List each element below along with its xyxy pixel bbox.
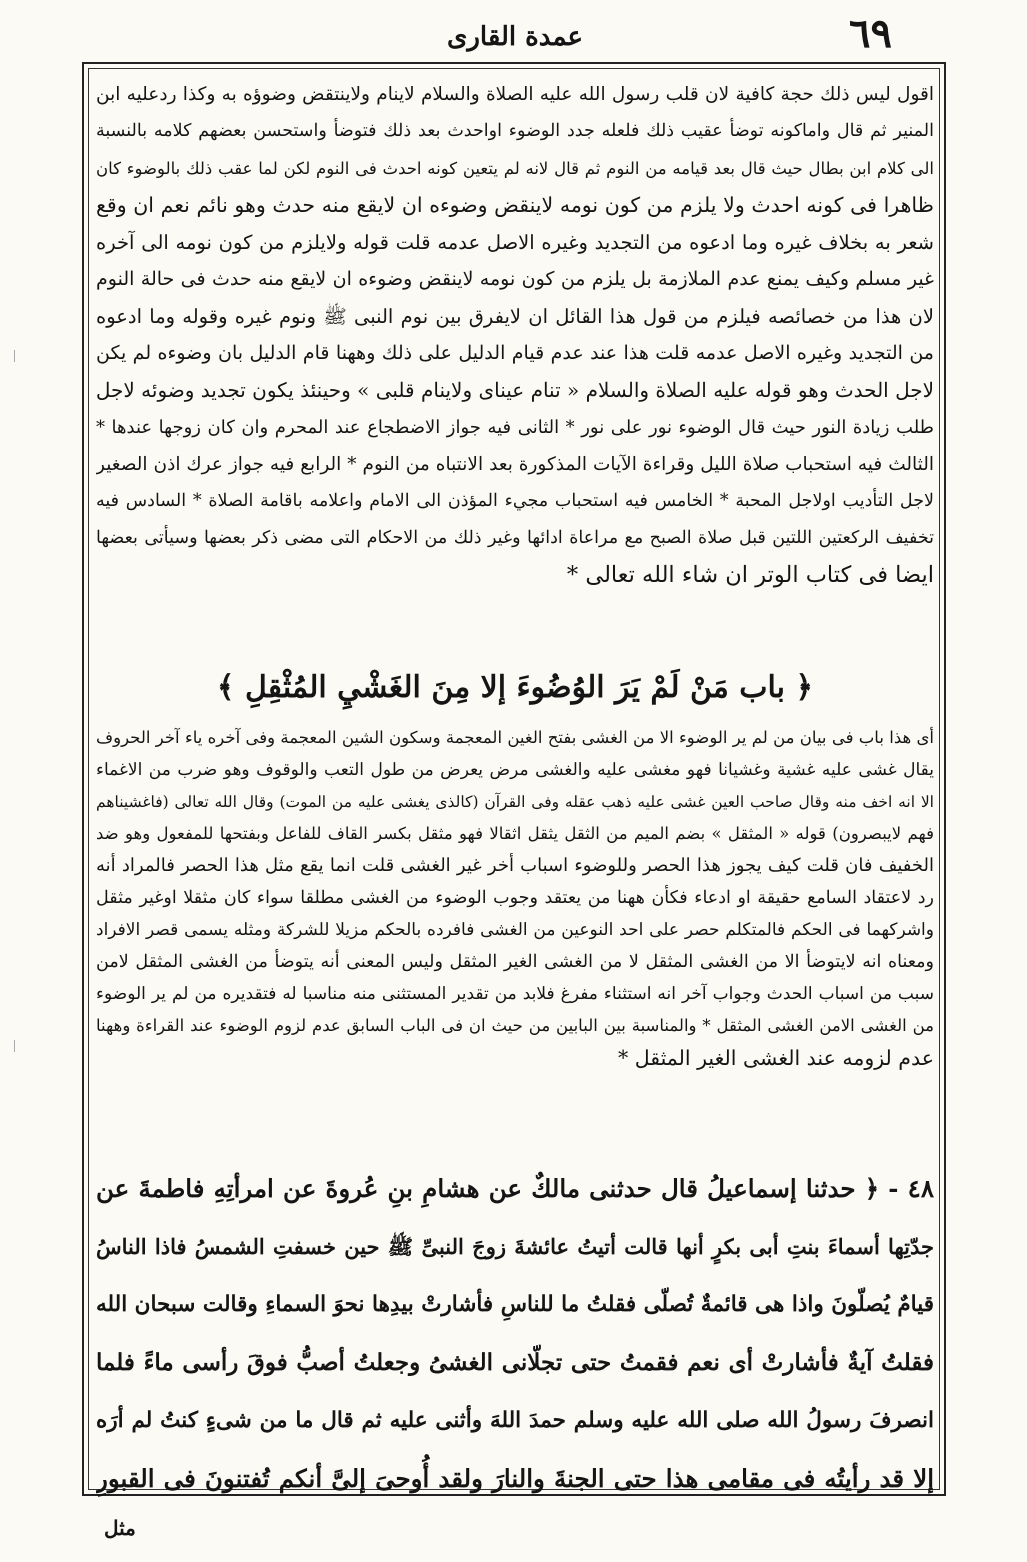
hadith-line: إلا قد رأيتُه فى مقامى هذا حتى الجنةَ والنارَ ولقد أُوحىَ إلىَّ أنكم تُفتنونَ فى القبورِ (96, 1464, 934, 1493)
chapter-heading: ﴿ باب مَنْ لَمْ يَرَ الوُضُوءَ إلا مِنَ الغَشْيِ المُثْقِلِ ﴾ (216, 670, 814, 705)
page-header (90, 8, 940, 62)
text-line: الا انه اخف منه وقال صاحب العين غشى عليه ذهب عقله وفى القرآن (كالذى يغشى عليه من الموت) وقال الله تعالى (فاغشيناهم (96, 793, 934, 811)
text-line: الى كلام ابن بطال حيث قال بعد قيامه من النوم ثم قال لانه لم يتعين كونه احدث فى النوم لكن لما عقب ذلك بالوضوء كان (96, 159, 934, 178)
commentary-paragraph-2 (96, 722, 934, 1074)
text-line: لاجل التأديب اولاجل المحبة * الخامس فيه استحباب مجيء المؤذن الى الامام واعلامه باقامة الصلاة * السادس فيه (96, 491, 934, 511)
text-line: فهم لايبصرون) قوله « المثقل » بضم الميم من الثقل يثقل اثقالا فهو مثقل بكسر القاف للفاعل وبفتحها للمفعول وهو ضد (96, 824, 934, 843)
text-line: الثالث فيه استحباب صلاة الليل وقراءة الآيات المذكورة بعد الانتباه من النوم * الرابع فيه جواز عرك اذن الصغير (96, 454, 934, 475)
text-line: المنير ثم قال واماكونه توضأ عقيب ذلك فلعله جدد الوضوء اواحدث بعد ذلك فتوضأ واستحسن بعضهم كلامه بالنسبة (96, 121, 934, 141)
text-line: غير مسلم وكيف يمنع عدم الملازمة بل يلزم من كون نومه لاينقض وضوءه ان لايقع منه حدث فى حالة النوم (96, 268, 934, 290)
text-line: الخفيف فان قلت كيف يجوز هذا الحصر وللوضوء اسباب أخر غير الغشى قلت انما يقع مثل هذا الحصر فالمراد أنه (96, 855, 934, 876)
scan-mark (14, 1040, 15, 1052)
text-line: اقول ليس ذلك حجة كافية لان قلب رسول الله عليه الصلاة والسلام لاينام ولاينتقض وضوؤه به وكذا ردعليه ابن (96, 84, 934, 105)
catchword: مثل (104, 1516, 136, 1540)
text-line: رد لاعتقاد السامع حقيقة او ادعاء فكأن ههنا من يعتقد وجوب الوضوء من الغشى مطلقا سواء كان مثقلا اوغير مثقل (96, 888, 934, 908)
hadith-line: ٤٨ - ﴿ حدثنا إسماعيلُ قال حدثنى مالكٌ عن هشامِ بنِ عُروةَ عن امرأتِهِ فاطمةَ عن (96, 1174, 934, 1203)
text-line: شعر به بخلاف غيره وما ادعوه من التجديد وغيره الاصل عدمه قلت قوله ولايلزم من كون نومه الى آخره (96, 231, 934, 254)
text-line: من الغشى الامن الغشى المثقل * والمناسبة بين البابين من حيث ان فى الباب السابق عدم لزوم الوضوء عند القراءة وههنا (96, 1016, 934, 1035)
text-line: لاجل الحدث وهو قوله عليه الصلاة والسلام « تنام عيناى ولاينام قلبى » وحينئذ يكون تجديد وضوئه لاجل (96, 378, 934, 402)
hadith-line: انصرفَ رسولُ الله صلى الله عليه وسلم حمدَ اللهَ وأثنى عليه ثم قال ما من شىءٍ كنتُ لم أرَه (96, 1408, 934, 1433)
text-line: واشركهما فى الحكم فالمتكلم حصر على احد النوعين من الغشى فافرده بالحكم مزيلا للشركة ومثله يسمى قصر الافراد (96, 920, 934, 940)
page-number: ٦٩ (849, 10, 892, 57)
text-line-last: ايضا فى كتاب الوتر ان شاء الله تعالى * (566, 562, 934, 588)
text-line: ومعناه انه لايتوضأ الا من الغشى المثقل لا من الغشى الغير المثقل وليس المعنى أنه يتوضأ من الغشى المثقل لامن (96, 952, 934, 972)
scan-mark (14, 350, 15, 362)
hadith-line: جدّتِها أسماءَ بنتِ أبى بكرٍ أنها قالت أتيتُ عائشةَ زوجَ النبىِّ ﷺ حين خسفتِ الشمسُ فاذا الناسُ (96, 1234, 934, 1259)
text-line: من التجديد وغيره الاصل عدمه قلت هذا عند عدم قيام الدليل على ذلك وههنا قام الدليل بان وضوءه لم يكن (96, 342, 934, 364)
text-line: سبب من اسباب الحدث وجواب آخر انه استثناء مفرغ فلابد من تقدير المستثنى منه مناسبا له فتقديره من لم ير الوضوء (96, 984, 934, 1004)
text-line: أى هذا باب فى بيان من لم ير الوضوء الا من الغشى بفتح الغين المعجمة وسكون الشين المعجمة وفى آخره ياء آخر الحروف (96, 728, 934, 747)
hadith-text (96, 1160, 934, 1508)
text-line-last: عدم لزومه عند الغشى الغير المثقل * (617, 1046, 934, 1070)
text-line: ظاهرا فى كونه احدث ولا يلزم من كون نومه لاينقض وضوءه ان لايقع منه حدث وهو نائم نعم ان وقع (96, 193, 934, 217)
text-line: لان هذا من خصائصه فيلزم من قول هذا القائل ان لايفرق بين نوم النبى ﷺ ونوم غيره وقوله وما ادعوه (96, 305, 934, 328)
text-line: يقال غشى عليه غشية وغشيانا فهو مغشى عليه والغشى مرض يعرض من طول التعب والوقوف وهو ضرب من الاغماء (96, 760, 934, 780)
text-line: تخفيف الركعتين اللتين قبل صلاة الصبح مع مراعاة ادائها وغير ذلك من الاحكام التى مضى ذكر بعضها وسيأتى بعضها (96, 528, 934, 548)
hadith-line: فقلتُ آيةٌ فأشارتْ أى نعم فقمتُ حتى تجلّانى الغشىُ وجعلتُ أصبُّ فوقَ رأسى ماءً فلما (96, 1349, 934, 1376)
text-line: طلب زيادة النور حيث قال الوضوء نور على نور * الثانى فيه جواز الاضطجاع عند المحرم وان كان زوجها عندها * (96, 417, 934, 438)
hadith-line: قيامٌ يُصلّونَ واذا هى قائمةٌ تُصلّى فقلتُ ما للناسِ فأشارتْ بيدِها نحوَ السماءِ وقالت سبحان الله (96, 1292, 934, 1317)
running-title: عمدة القارى (447, 22, 583, 52)
commentary-paragraph-1 (96, 76, 934, 594)
